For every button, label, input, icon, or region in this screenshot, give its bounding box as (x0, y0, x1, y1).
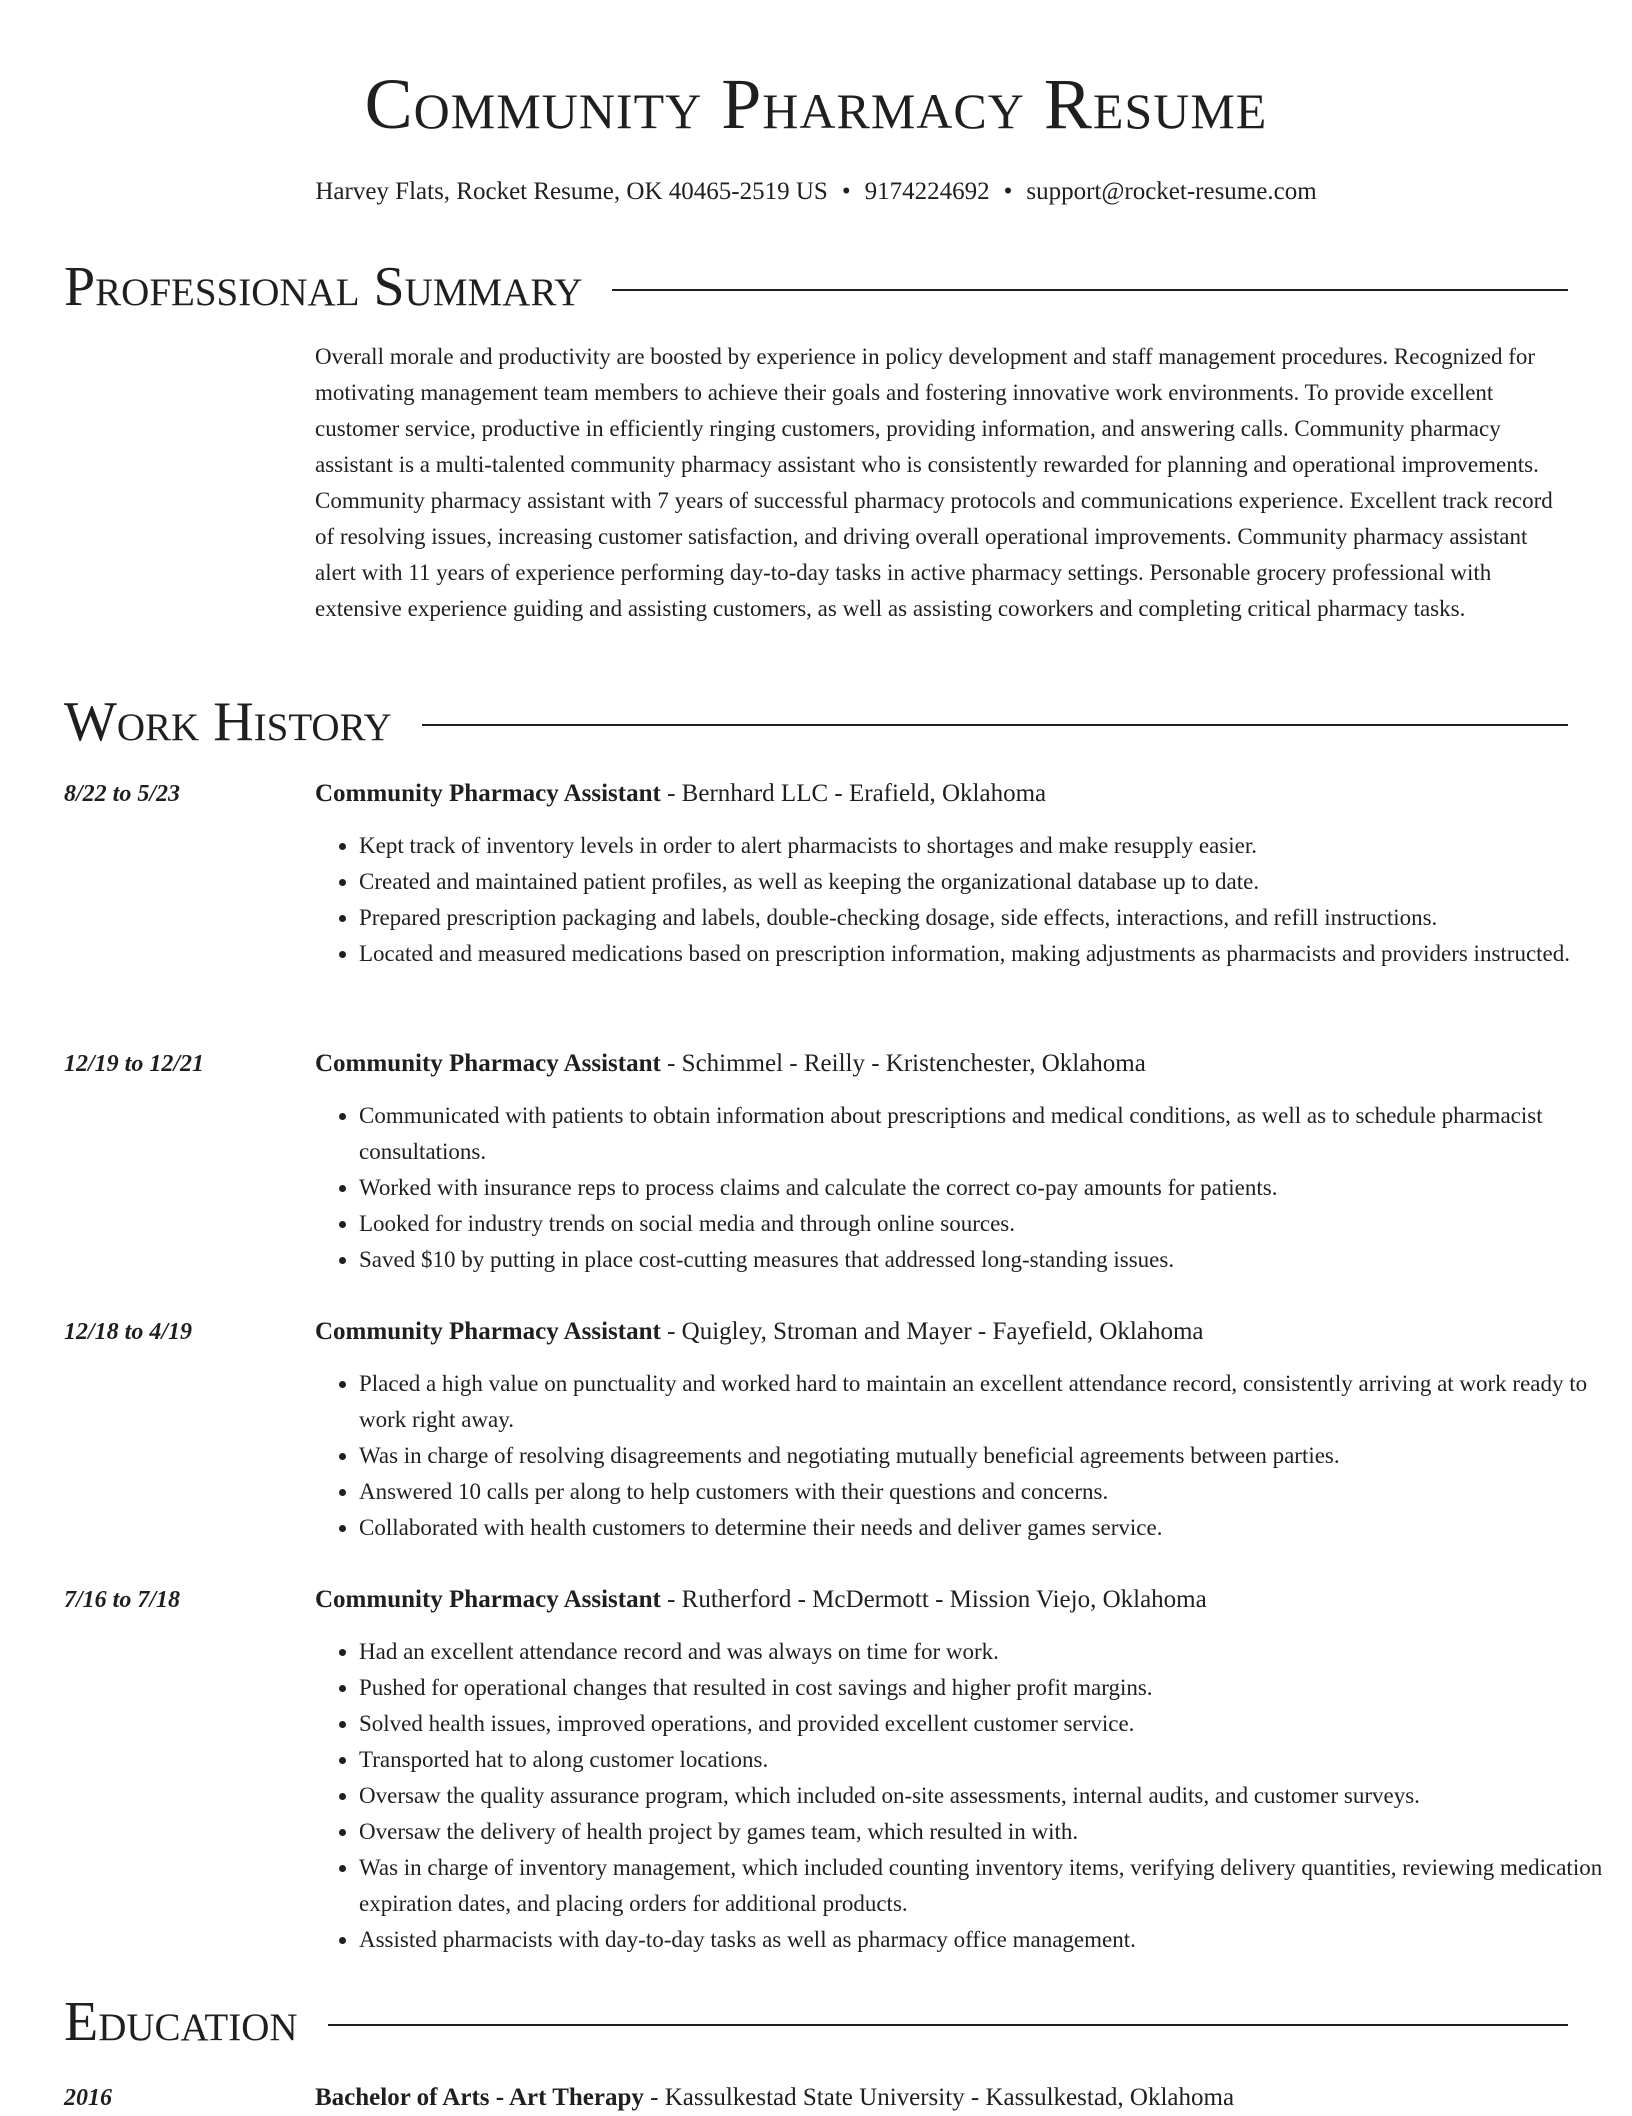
job-bullet: • Located and measured medications based on prescription information, making adjustments as pharmacists and providers instructed. (359, 936, 1616, 972)
job-bullet: • Collaborated with health customers to determine their needs and deliver games service. (359, 1510, 1616, 1546)
job-title: Community Pharmacy Assistant (315, 1318, 661, 1345)
job-bullet: • Was in charge of inventory management, which included counting inventory items, verifying delivery quantities, reviewing medication expiration dates, and placing orders for additional products. (359, 1850, 1616, 1922)
job-details: - Bernhard LLC - Erafield, Oklahoma (660, 780, 1047, 807)
job-bullet: • Looked for industry trends on social media and through online sources. (359, 1206, 1616, 1242)
job-details: - Rutherford - McDermott - Mission Viejo, Oklahoma (660, 1586, 1207, 1613)
job-dates: 8/22 to 5/23 (64, 781, 181, 807)
education-degree: Bachelor of Arts - Art Therapy (315, 2084, 644, 2111)
job-bullet: • Oversaw the quality assurance program, which included on-site assessments, internal audits, and customer surveys. (359, 1778, 1616, 1814)
job-bullet: • Placed a high value on punctuality and worked hard to maintain an excellent attendance record, consistently arriving at work ready to work right away. (359, 1366, 1616, 1438)
job-details: - Quigley, Stroman and Mayer - Fayefield, Oklahoma (660, 1318, 1204, 1345)
contact-phone: 9174224692 (864, 178, 990, 205)
job-bullet: • Prepared prescription packaging and labels, double-checking dosage, side effects, interactions, and refill instructions. (359, 900, 1616, 936)
contact-address: Harvey Flats, Rocket Resume, OK 40465-2519 US (315, 178, 828, 205)
job-bullets (315, 1634, 1616, 1958)
job-header (315, 776, 1046, 812)
education-header (315, 2080, 1234, 2116)
job-bullet: • Worked with insurance reps to process claims and calculate the correct co-pay amounts for patients. (359, 1170, 1616, 1206)
job-bullet: • Solved health issues, improved operations, and provided excellent customer service. (359, 1706, 1616, 1742)
job-dates: 7/16 to 7/18 (64, 1587, 181, 1613)
education-section-header (64, 1990, 1568, 2054)
page-title: Community Pharmacy Resume (364, 64, 1268, 144)
job-bullets (315, 828, 1616, 972)
work-heading: Work History (64, 691, 392, 753)
job-header (315, 1582, 1207, 1618)
section-divider (422, 724, 1568, 726)
education-heading: Education (64, 1991, 298, 2053)
job-title: Community Pharmacy Assistant (315, 1586, 661, 1613)
job-details: - Schimmel - Reilly - Kristenchester, Oklahoma (660, 1050, 1146, 1077)
job-dates: 12/19 to 12/21 (64, 1051, 205, 1077)
work-section-header (64, 690, 1568, 754)
section-divider (328, 2024, 1568, 2026)
job-bullet: • Kept track of inventory levels in order to alert pharmacists to shortages and make resupply easier. (359, 828, 1616, 864)
job-bullets (315, 1098, 1616, 1278)
job-header (315, 1046, 1146, 1082)
job-title: Community Pharmacy Assistant (315, 1050, 661, 1077)
job-bullet: • Answered 10 calls per along to help customers with their questions and concerns. (359, 1474, 1616, 1510)
contact-line (0, 174, 1632, 210)
education-year: 2016 (64, 2085, 112, 2111)
job-bullet: • Had an excellent attendance record and was always on time for work. (359, 1634, 1616, 1670)
job-title: Community Pharmacy Assistant (315, 780, 661, 807)
contact-email: support@rocket-resume.com (1026, 178, 1317, 205)
summary-text: Overall morale and productivity are boosted by experience in policy development and staff management procedures. Recognized for motivating management team members to achieve their goals and fostering innovative work environments. To provide excellent customer service, productive in efficiently ringing customers, providing information, and answering calls. Community pharmacy assistant is a multi-talented community pharmacy assistant who is consistently rewarded for planning and operational improvements. Community pharmacy assistant with 7 years of successful pharmacy protocols and communications experience. Excellent track record of resolving issues, increasing customer satisfaction, and driving overall operational improvements. Community pharmacy assistant alert with 11 years of experience performing day-to-day tasks in active pharmacy settings. Personable grocery professional with extensive experience guiding and assisting customers, as well as assisting coworkers and completing critical pharmacy tasks. (315, 344, 1553, 621)
job-bullet: • Saved $10 by putting in place cost-cutting measures that addressed long-standing issues. (359, 1242, 1616, 1278)
job-bullet: • Oversaw the delivery of health project by games team, which resulted in with. (359, 1814, 1616, 1850)
job-bullet: • Transported hat to along customer locations. (359, 1742, 1616, 1778)
section-divider (612, 289, 1568, 291)
contact-separator: • (841, 178, 851, 205)
job-bullets (315, 1366, 1616, 1546)
job-bullet: • Pushed for operational changes that resulted in cost savings and higher profit margins. (359, 1670, 1616, 1706)
summary-section-header (64, 255, 1568, 319)
job-bullet: • Communicated with patients to obtain information about prescriptions and medical conditions, as well as to schedule pharmacist consultations. (359, 1098, 1616, 1170)
job-bullet: • Created and maintained patient profiles, as well as keeping the organizational database up to date. (359, 864, 1616, 900)
contact-separator: • (1003, 178, 1013, 205)
job-dates: 12/18 to 4/19 (64, 1319, 193, 1345)
education-details: - Kassulkestad State University - Kassulkestad, Oklahoma (643, 2084, 1235, 2111)
job-bullet: • Was in charge of resolving disagreements and negotiating mutually beneficial agreements between parties. (359, 1438, 1616, 1474)
summary-heading: Professional Summary (64, 256, 583, 318)
job-header (315, 1314, 1204, 1350)
job-bullet: • Assisted pharmacists with day-to-day tasks as well as pharmacy office management. (359, 1922, 1616, 1958)
